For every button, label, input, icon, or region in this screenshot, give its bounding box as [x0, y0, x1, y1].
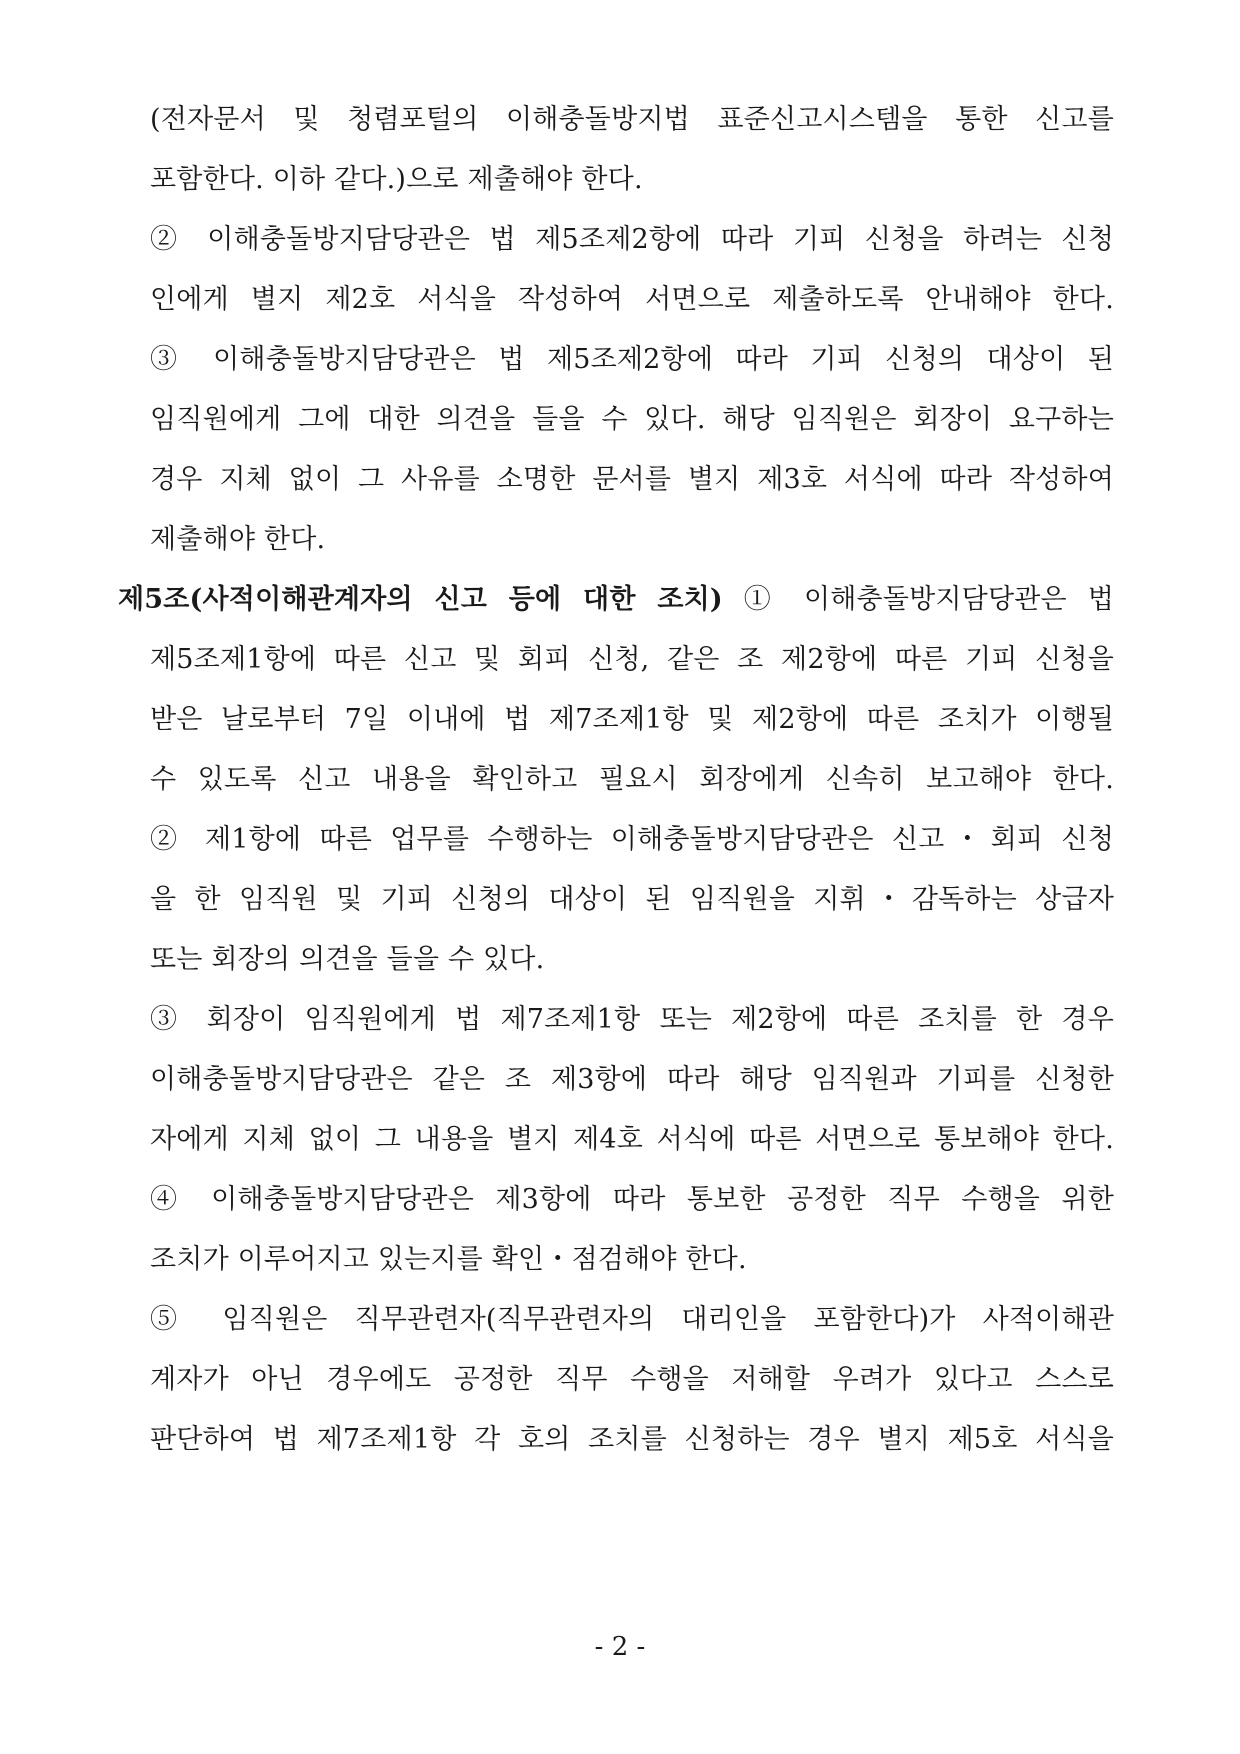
body-line-11: 받은 날로부터 7일 이내에 법 제7조제1항 및 제2항에 따른 조치가 이행될: [150, 704, 1114, 735]
body-line-17: 이해충돌방지담당관은 같은 조 제3항에 따라 해당 임직원과 기피를 신청한: [150, 1064, 1114, 1095]
body-line-23: 판단하여 법 제7조제1항 각 호의 조치를 신청하는 경우 별지 제5호 서식을: [150, 1424, 1114, 1455]
body-line-21: ⑤ 임직원은 직무관련자(직무관련자의 대리인을 포함한다)가 사적이해관: [150, 1304, 1114, 1335]
body-line-22: 계자가 아닌 경우에도 공정한 직무 수행을 저해할 우려가 있다고 스스로: [150, 1364, 1114, 1395]
body-line-20: 조치가 이루어지고 있는지를 확인・점검해야 한다.: [150, 1244, 747, 1275]
body-line-7: 경우 지체 없이 그 사유를 소명한 문서를 별지 제3호 서식에 따라 작성하여: [150, 464, 1114, 495]
body-line-10: 제5조제1항에 따른 신고 및 회피 신청, 같은 조 제2항에 따른 기피 신청을: [150, 644, 1114, 675]
body-line-6: 임직원에게 그에 대한 의견을 들을 수 있다. 해당 임직원은 회장이 요구하는: [150, 404, 1114, 435]
body-line-4: 인에게 별지 제2호 서식을 작성하여 서면으로 제출하도록 안내해야 한다.: [150, 284, 1114, 315]
article-5-clause-1-start: ① 이해충돌방지담당관은 법: [722, 584, 1114, 615]
body-line-16: ③ 회장이 임직원에게 법 제7조제1항 또는 제2항에 따른 조치를 한 경우: [150, 1004, 1114, 1035]
body-line-12: 수 있도록 신고 내용을 확인하고 필요시 회장에게 신속히 보고해야 한다.: [150, 764, 1114, 795]
body-line-5: ③ 이해충돌방지담당관은 법 제5조제2항에 따라 기피 신청의 대상이 된: [150, 344, 1114, 375]
body-line-3: ② 이해충돌방지담당관은 법 제5조제2항에 따라 기피 신청을 하려는 신청: [150, 224, 1114, 255]
body-line-18: 자에게 지체 없이 그 내용을 별지 제4호 서식에 따른 서면으로 통보해야 한다.: [150, 1124, 1114, 1155]
body-line-15: 또는 회장의 의견을 들을 수 있다.: [150, 944, 545, 975]
body-line-13: ② 제1항에 따른 업무를 수행하는 이해충돌방지담당관은 신고・회피 신청: [150, 824, 1114, 855]
body-line-1: (전자문서 및 청렴포털의 이해충돌방지법 표준신고시스템을 통한 신고를: [150, 104, 1114, 135]
body-line-2: 포함한다. 이하 같다.)으로 제출해야 한다.: [150, 164, 643, 195]
article-5-title: 제5조(사적이해관계자의 신고 등에 대한 조치): [118, 584, 723, 615]
body-line-14: 을 한 임직원 및 기피 신청의 대상이 된 임직원을 지휘・감독하는 상급자: [150, 884, 1114, 915]
body-line-19: ④ 이해충돌방지담당관은 제3항에 따라 통보한 공정한 직무 수행을 위한: [150, 1184, 1114, 1215]
article-5-heading-line: [118, 582, 1114, 618]
body-line-8: 제출해야 한다.: [150, 524, 326, 555]
page-number: - 2 -: [594, 1632, 646, 1662]
